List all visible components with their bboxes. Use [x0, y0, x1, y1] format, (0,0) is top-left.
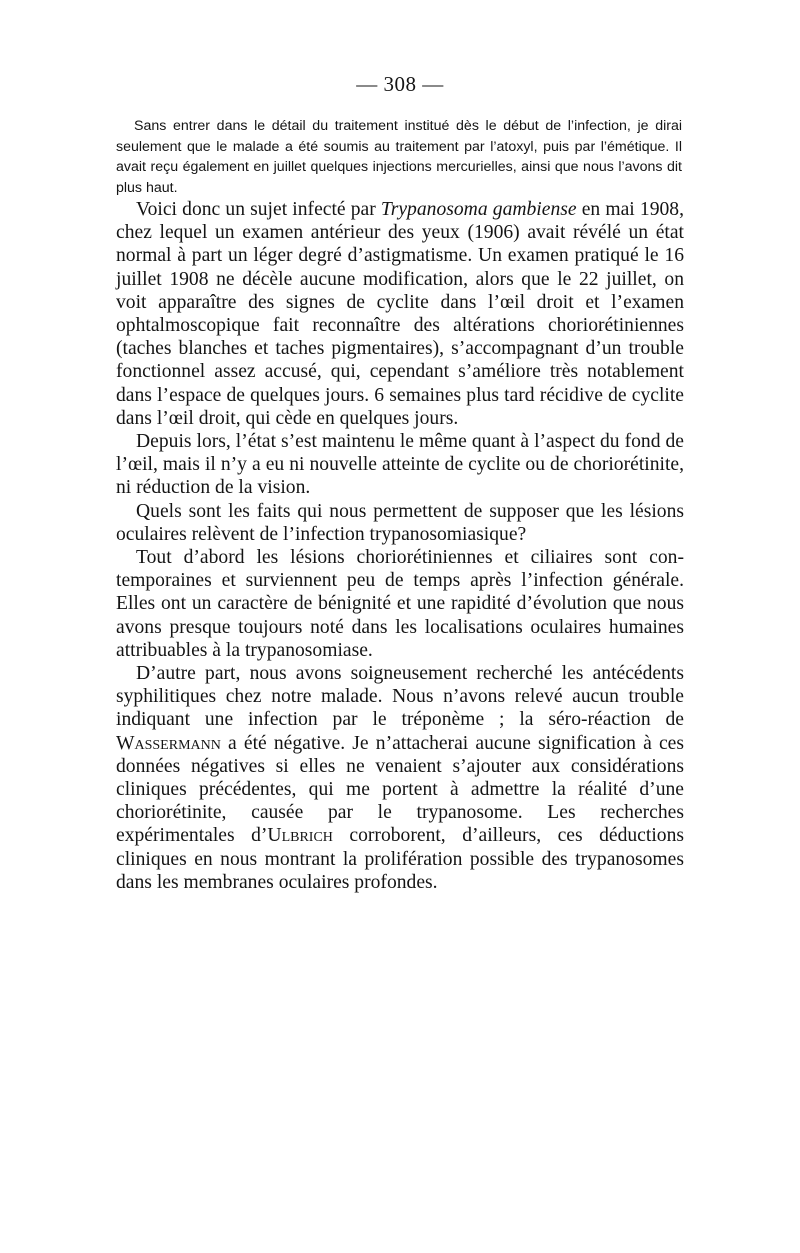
- page-number: — 308 —: [356, 72, 444, 96]
- species-name: Trypanosoma gambiense: [380, 199, 577, 220]
- paragraph-1-before: Voici donc un sujet infecté par: [136, 199, 381, 220]
- paragraph-1-after: en mai 1908, chez lequel un examen antérieur des yeux (1906) avait révélé un état normal à part un léger degré d’astigmatisme. Un examen pratiqué le 16 juillet 1908 ne décèle aucune modification, alors que le 22 juillet, on voit apparaître des signes de cyclite dans l’œil droit et l’examen ophtalmoscopique fait reconnaître des altérations choriorétiniennes (taches blanches et taches pigmentaires), s’accompagnant d’un trouble fonctionnel assez accusé, qui, cependant s’améliore très notablement dans l’espace de quelques jours. 6 semaines plus tard récidive de cyclite dans l’œil droit, qui cède en quelques jours.: [116, 199, 684, 429]
- paragraph-1: [116, 198, 684, 430]
- paragraph-5: [116, 662, 684, 894]
- author-name-wassermann: Wassermann: [116, 732, 221, 754]
- paragraph-5-middle: a été négative. Je n’attacherai aucune signification à ces données négatives si elles ne venaient s’ajouter aux considérations cliniques précédentes, qui me portent à admettre la réalité d’une choriorétinite, causée par le trypanosome. Les recherches expérimentales d’: [116, 732, 684, 847]
- main-text-body: [116, 198, 684, 894]
- paragraph-5-after: corroborent, d’ailleurs, ces déductions cliniques en nous montrant la prolifération possible des trypanosomes dans les membranes oculaires profondes.: [116, 825, 684, 893]
- paragraph-3: Quels sont les faits qui nous permettent de supposer que les lésions oculaires relèvent de l’infection trypanosomiasique?: [116, 500, 684, 545]
- paragraph-2: Depuis lors, l’état s’est maintenu le même quant à l’aspect du fond de l’œil, mais il n’y a eu ni nouvelle atteinte de cyclite ou de choriorétinite, ni réduction de la vision.: [116, 431, 684, 499]
- paragraph-5-before: D’autre part, nous avons soigneusement recherché les antécédents syphilitiques chez notre malade. Nous n’avons relevé aucun trouble indiquant une infection par le tréponème ; la séro-réaction de: [116, 663, 684, 731]
- small-print-paragraph: [116, 116, 682, 198]
- small-paragraph: Sans entrer dans le détail du traitement institué dès le début de l’infection, je dirai seulement que le malade a été soumis au traitement par l’atoxyl, puis par l’émétique. Il avait reçu également en juillet quelques injections mercurielles, ainsi que nous l’avons dit plus haut.: [116, 118, 682, 196]
- author-name-ulbrich: Ulbrich: [267, 825, 333, 847]
- paragraph-4: Tout d’abord les lésions choriorétiniennes et ciliaires sont contemporaines et surviennent peu de temps après l’infection générale. Elles ont un caractère de bénignité et une rapidité d’évolution que nous avons presque toujours noté dans les localisations oculaires humaines attribuables à la trypanosomiase.: [116, 547, 684, 661]
